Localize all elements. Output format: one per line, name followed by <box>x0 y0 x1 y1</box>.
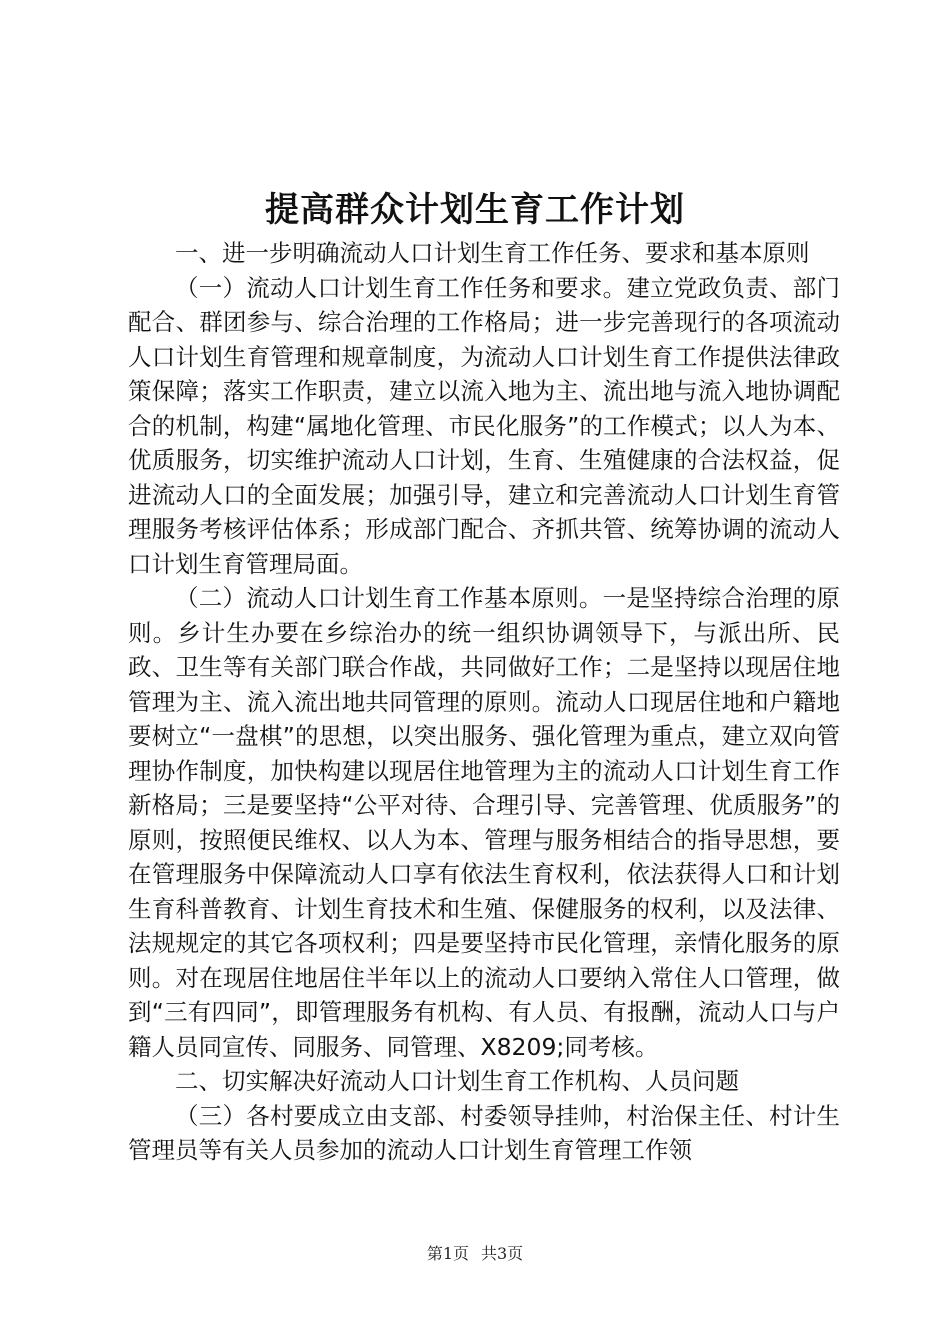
paragraph-3: （三）各村要成立由支部、村委领导挂帅，村治保主任、村计生管理员等有关人员参加的流动人口计划生育管理工作领 <box>128 1101 840 1164</box>
paragraph-1: （一）流动人口计划生育工作任务和要求。建立党政负责、部门配合、群团参与、综合治理的工作格局；进一步完善现行的各项流动人口计划生育管理和规章制度，为流动人口计划生育工作提供法律政策保障；落实工作职责，建立以流入地为主、流出地与流入地协调配合的机制，构建“属地化管理、市民化服务”的工作模式；以人为本、优质服务，切实维护流动人口计划，生育、生殖健康的合法权益，促进流动人口的全面发展；加强引导，建立和完善流动人口计划生育管理服务考核评估体系；形成部门配合、齐抓共管、统筹协调的流动人口计划生育管理局面。 <box>128 273 840 578</box>
section-heading-1: 一、进一步明确流动人口计划生育工作任务、要求和基本原则 <box>175 239 810 267</box>
page-total: 共3页 <box>481 1244 524 1263</box>
page-footer <box>0 1242 950 1266</box>
paragraph-2: （二）流动人口计划生育工作基本原则。一是坚持综合治理的原则。乡计生办要在乡综治办的统一组织协调领导下，与派出所、民政、卫生等有关部门联合作战，共同做好工作；二是坚持以现居住地管理为主、流入流出地共同管理的原则。流动人口现居住地和户籍地要树立“一盘棋”的思想，以突出服务、强化管理为重点，建立双向管理协作制度，加快构建以现居住地管理为主的流动人口计划生育工作新格局；三是要坚持“公平对待、合理引导、完善管理、优质服务”的原则，按照便民维权、以人为本、管理与服务相结合的指导思想，要在管理服务中保障流动人口享有依法生育权利，依法获得人口和计划生育科普教育、计划生育技术和生殖、保健服务的权利，以及法律、法规规定的其它各项权利；四是要坚持市民化管理，亲情化服务的原则。对在现居住地居住半年以上的流动人口要纳入常住人口管理，做到“三有四同”，即管理服务有机构、有人员、有报酬，流动人口与户籍人员同宣传、同服务、同管理、X8209;同考核。 <box>128 584 840 1061</box>
page-number: 第1页 <box>426 1244 469 1263</box>
document-body <box>128 236 840 1168</box>
section-heading-2: 二、切实解决好流动人口计划生育工作机构、人员问题 <box>175 1067 739 1095</box>
document-title: 提高群众计划生育工作计划 <box>265 190 685 230</box>
